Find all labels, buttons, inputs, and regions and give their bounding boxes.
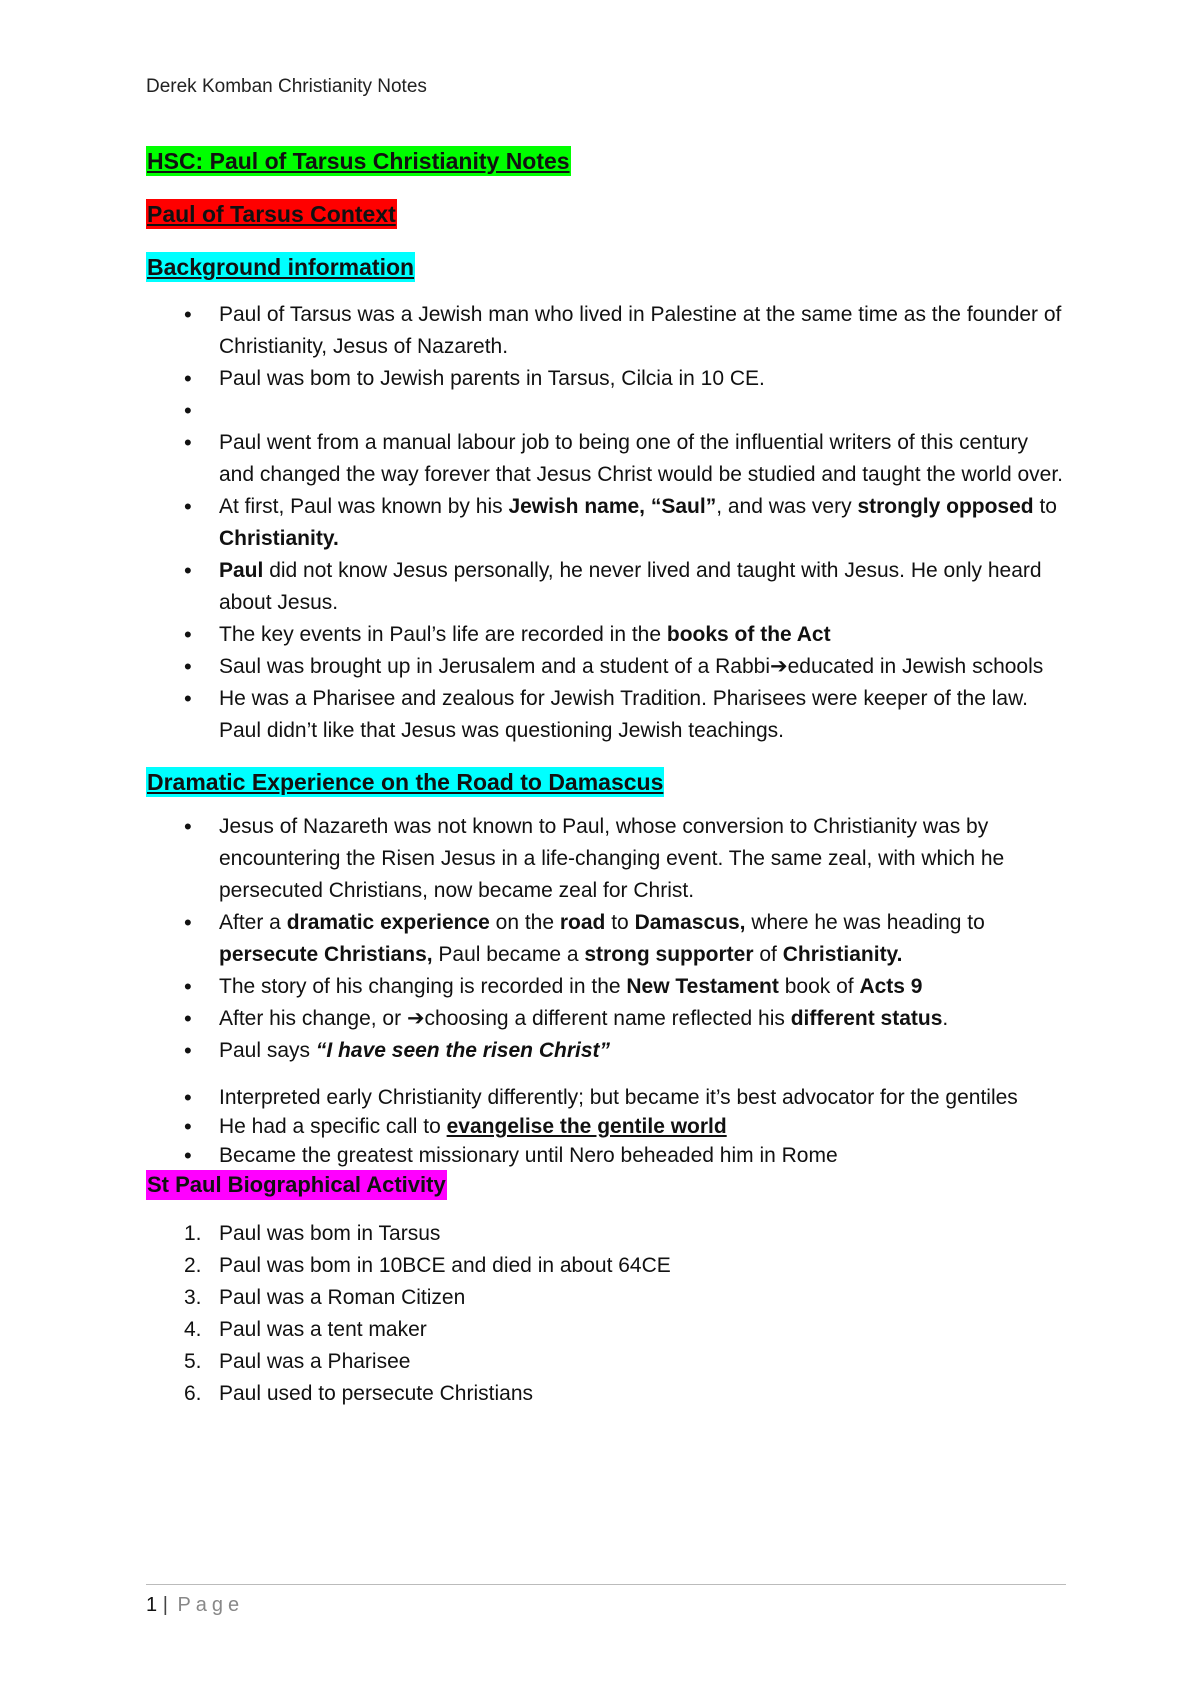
list-item: • Paul went from a manual labour job to being one of the influential writers of this century and changed the way forever that Jesus Christ would be studied and taught the world over. [146,427,1066,491]
context-heading: Paul of Tarsus Context [147,201,396,227]
list-item: • Became the greatest missionary until Nero beheaded him in Rome [146,1141,1066,1170]
list-item: • Saul was brought up in Jerusalem and a student of a Rabbi➔educated in Jewish schools [146,651,1066,683]
document-body [146,146,1066,1410]
numbered-item: 2. Paul was bom in 10BCE and died in about 64CE [184,1254,671,1277]
background-heading: Background information [147,254,415,280]
list-item: • The key events in Paul’s life are recorded in the books of the Act [146,619,1066,651]
list-item: • He had a specific call to evangelise the gentile world [146,1112,1066,1141]
list-item: • The story of his changing is recorded in the New Testament book of Acts 9 [146,971,1066,1003]
arrow-icon: ➔ [406,1007,425,1030]
bio-list [146,1218,1066,1410]
footer-separator: | [162,1594,168,1616]
list-item: • He was a Pharisee and zealous for Jewish Tradition. Pharisees were keeper of the law. Paul didn’t like that Jesus was questioning Jewish teachings. [146,683,1066,747]
list-item: • Jesus of Nazareth was not known to Paul, whose conversion to Christianity was by encountering the Risen Jesus in a life-changing event. The same zeal, with which he persecuted Christians, now became zeal for Christ. [146,811,1066,907]
numbered-item: 6. Paul used to persecute Christians [184,1382,534,1405]
document-title: HSC: Paul of Tarsus Christianity Notes [147,148,570,174]
damascus-list [146,811,1066,1170]
running-header: Derek Komban Christianity Notes [146,76,427,97]
page-label: Page [177,1594,245,1616]
numbered-item: 1. Paul was bom in Tarsus [184,1222,441,1245]
arrow-icon: ➔ [770,655,788,678]
page-footer [146,1594,244,1617]
list-item: • Interpreted early Christianity differently; but became it’s best advocator for the gentiles [146,1083,1066,1112]
footer-divider [146,1584,1066,1585]
list-item: • Paul of Tarsus was a Jewish man who lived in Palestine at the same time as the founder of Christianity, Jesus of Nazareth. [146,299,1066,363]
list-item: • Paul says “I have seen the risen Christ” [146,1035,1066,1067]
list-item: • Paul did not know Jesus personally, he never lived and taught with Jesus. He only heard about Jesus. [146,555,1066,619]
list-item [146,395,1066,427]
numbered-item: 5. Paul was a Pharisee [184,1350,411,1373]
background-list [146,299,1066,747]
list-item: • After his change, or ➔choosing a different name reflected his different status. [146,1003,1066,1035]
list-item: • Paul was bom to Jewish parents in Tarsus, Cilcia in 10 CE. [146,363,1066,395]
list-item: • After a dramatic experience on the road to Damascus, where he was heading to persecute Christians, Paul became a strong supporter of Christianity. [146,907,1066,971]
damascus-heading: Dramatic Experience on the Road to Damascus [147,769,664,795]
list-item: • At first, Paul was known by his Jewish name, “Saul”, and was very strongly opposed to Christianity. [146,491,1066,555]
bio-heading: St Paul Biographical Activity [146,1170,447,1200]
numbered-item: 4. Paul was a tent maker [184,1318,427,1341]
numbered-item: 3. Paul was a Roman Citizen [184,1286,466,1309]
page-number: 1 [146,1594,158,1616]
